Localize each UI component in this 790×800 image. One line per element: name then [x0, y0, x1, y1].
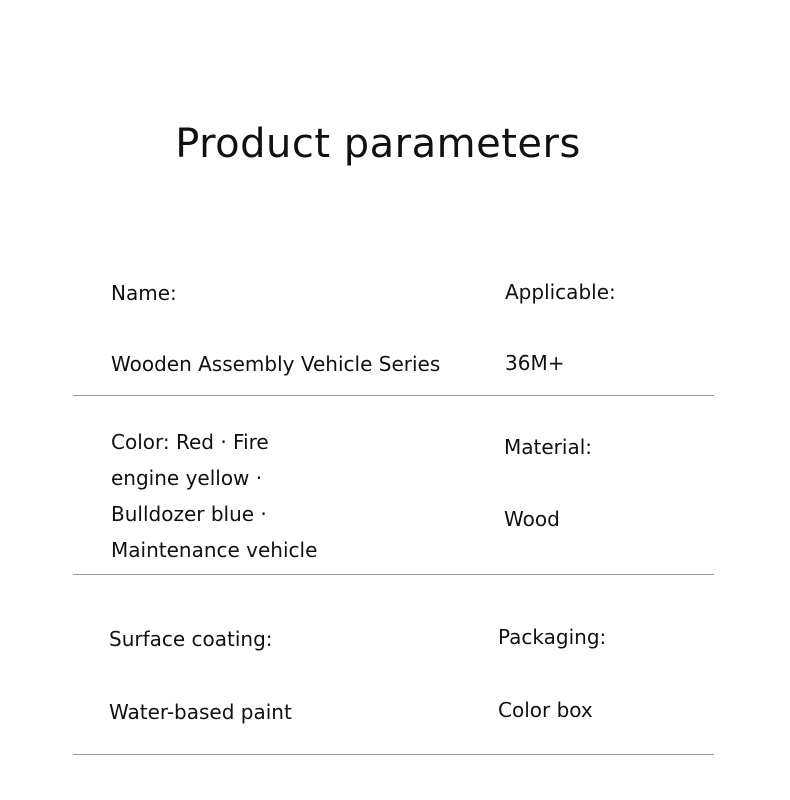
material-label: Material: [504, 435, 592, 459]
surface-coating-label: Surface coating: [109, 627, 273, 651]
applicable-label: Applicable: [505, 280, 616, 304]
row-divider [73, 754, 714, 755]
applicable-value: 36M+ [505, 351, 565, 375]
surface-coating-value: Water-based paint [109, 700, 292, 724]
row-divider [73, 574, 714, 575]
row-divider [73, 395, 714, 396]
packaging-label: Packaging: [498, 625, 607, 649]
name-value: Wooden Assembly Vehicle Series [111, 352, 441, 376]
material-value: Wood [504, 507, 560, 531]
page-title: Product parameters [175, 121, 581, 167]
name-label: Name: [111, 281, 177, 305]
packaging-value: Color box [498, 698, 593, 722]
color-text: Color: Red · Fire engine yellow · Bulldozer blue · Maintenance vehicle [111, 430, 318, 562]
